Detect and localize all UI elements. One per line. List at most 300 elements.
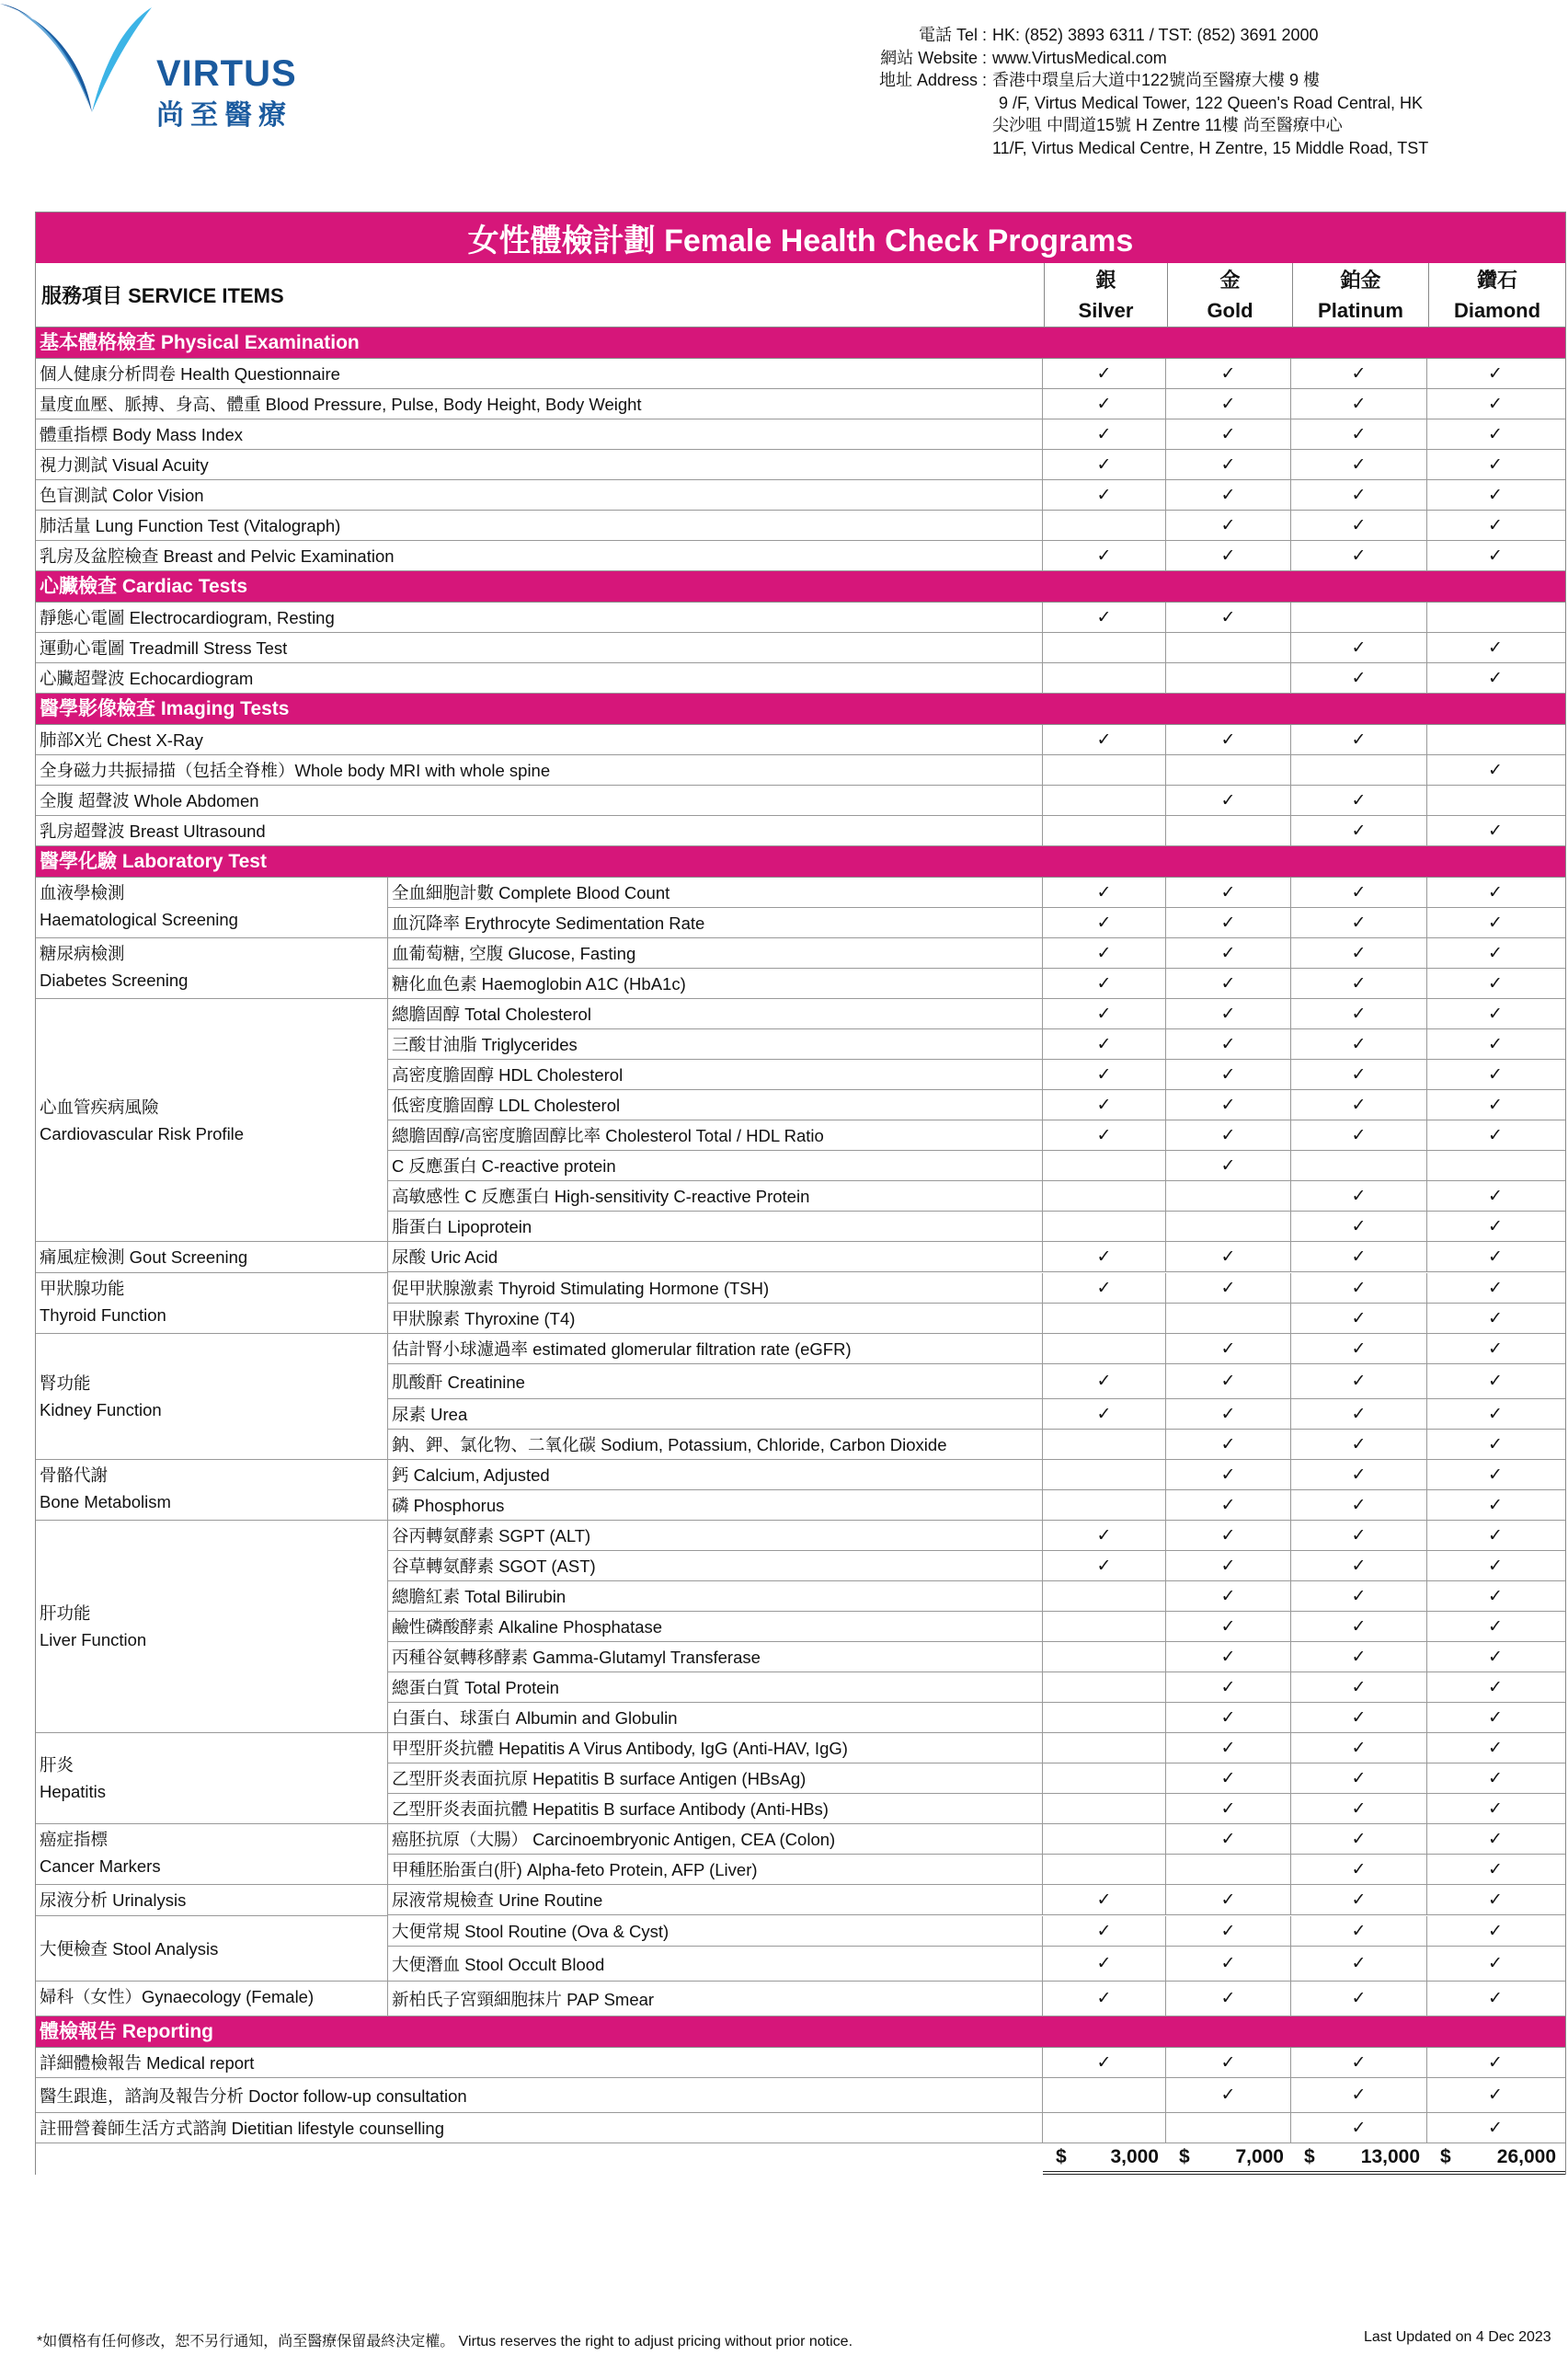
service-item-name: 總膽紅素 Total Bilirubin <box>388 1581 1043 1611</box>
check-mark-icon: ✓ <box>1291 450 1427 479</box>
table-row <box>388 1855 1565 1885</box>
service-item-name: 大便常規 Stool Routine (Ova & Cyst) <box>388 1916 1043 1946</box>
check-mark-icon: ✓ <box>1043 1029 1166 1059</box>
check-mark-icon <box>1043 1581 1166 1611</box>
table-row <box>388 1120 1565 1151</box>
lab-category: 血液學檢測 Haematological Screening <box>36 878 388 938</box>
check-mark-icon: ✓ <box>1488 1798 1503 1819</box>
check-mark-icon: ✓ <box>1488 1034 1503 1054</box>
contact-website: 網站 Website : www.VirtusMedical.com <box>846 47 1428 70</box>
service-item-name: 量度血壓、脈搏、身高、體重 Blood Pressure, Pulse, Body Height, Body Weight <box>36 389 1043 419</box>
check-mark-icon <box>1043 1672 1166 1702</box>
check-mark-icon: ✓ <box>1166 603 1291 632</box>
table-row <box>36 2048 1565 2078</box>
check-mark-icon: ✓ <box>1291 2113 1427 2142</box>
check-mark-icon: ✓ <box>1291 1612 1427 1641</box>
check-mark-icon: ✓ <box>1043 1090 1166 1120</box>
section-header-imaging: 醫學影像檢查 Imaging Tests <box>36 694 1565 725</box>
check-mark-icon: ✓ <box>1488 1556 1503 1576</box>
check-mark-icon <box>1043 755 1166 785</box>
check-mark-icon: ✓ <box>1291 969 1427 998</box>
check-mark-icon: ✓ <box>1488 760 1503 780</box>
contact-address-line: 9 /F, Virtus Medical Tower, 122 Queen's Road Central, HK <box>999 93 1424 112</box>
service-item-name: 乙型肝炎表面抗原 Hepatitis B surface Antigen (HBsAg) <box>388 1763 1043 1793</box>
check-mark-icon: ✓ <box>1166 359 1291 388</box>
check-mark-icon: ✓ <box>1166 1060 1291 1089</box>
service-item-name: 肌酸酐 Creatinine <box>388 1364 1043 1398</box>
table-row <box>36 786 1565 816</box>
logo-text: VIRTUS <box>156 53 297 94</box>
check-mark-icon <box>1043 1334 1166 1363</box>
check-mark-icon: ✓ <box>1043 389 1166 419</box>
check-mark-icon: ✓ <box>1291 359 1427 388</box>
table-row <box>388 1794 1565 1824</box>
service-item-name: 肺活量 Lung Function Test (Vitalograph) <box>36 511 1043 540</box>
table-row <box>388 1399 1565 1430</box>
contact-info <box>846 24 1428 159</box>
check-mark-icon: ✓ <box>1488 1372 1503 1391</box>
check-mark-icon: ✓ <box>1291 1060 1427 1089</box>
lab-group <box>36 1521 1565 1733</box>
table-row <box>388 1181 1565 1212</box>
check-mark-icon: ✓ <box>1488 973 1503 994</box>
check-mark-icon: ✓ <box>1291 1982 1427 2016</box>
website-link[interactable]: www.VirtusMedical.com <box>992 48 1167 67</box>
check-mark-icon: ✓ <box>1488 363 1503 384</box>
check-mark-icon: ✓ <box>1488 1616 1503 1637</box>
check-mark-icon: ✓ <box>1291 1672 1427 1702</box>
table-row <box>388 1242 1565 1272</box>
check-mark-icon: ✓ <box>1166 419 1291 449</box>
check-mark-icon: ✓ <box>1488 424 1503 444</box>
check-mark-icon: ✓ <box>1488 1647 1503 1667</box>
check-mark-icon: ✓ <box>1488 515 1503 535</box>
lab-group <box>36 1982 1565 2016</box>
service-item-name: 白蛋白、球蛋白 Albumin and Globulin <box>388 1703 1043 1732</box>
check-mark-icon <box>1043 1181 1166 1211</box>
price-platinum: $ 13,000 <box>1304 2146 1420 2167</box>
check-mark-icon: ✓ <box>1043 359 1166 388</box>
check-mark-icon: ✓ <box>1488 2118 1503 2138</box>
table-row <box>388 1212 1565 1242</box>
check-mark-icon: ✓ <box>1488 1707 1503 1728</box>
pricing-disclaimer: *如價格有任何修改，恕不另行通知，尚至醫療保留最終決定權。 Virtus reserves the right to adjust pricing without prior notice. <box>37 2334 853 2349</box>
check-mark-icon: ✓ <box>1043 999 1166 1028</box>
check-mark-icon: ✓ <box>1291 1460 1427 1489</box>
check-mark-icon: ✓ <box>1166 1460 1291 1489</box>
service-item-name: 視力測試 Visual Acuity <box>36 450 1043 479</box>
check-mark-icon: ✓ <box>1043 1364 1166 1398</box>
check-mark-icon: ✓ <box>1043 725 1166 754</box>
service-item-name: 甲狀腺素 Thyroxine (T4) <box>388 1304 1043 1333</box>
check-mark-icon: ✓ <box>1488 1186 1503 1206</box>
check-mark-icon <box>1043 633 1166 662</box>
check-mark-icon: ✓ <box>1166 1029 1291 1059</box>
table-row <box>388 908 1565 938</box>
logo-chinese: 尚至醫療 <box>156 100 292 131</box>
check-mark-icon: ✓ <box>1291 1521 1427 1550</box>
check-mark-icon <box>1427 725 1563 754</box>
check-mark-icon: ✓ <box>1166 725 1291 754</box>
check-mark-icon: ✓ <box>1488 1465 1503 1485</box>
table-row <box>388 1642 1565 1672</box>
check-mark-icon <box>1427 1151 1563 1180</box>
check-mark-icon <box>1043 1855 1166 1884</box>
check-mark-icon: ✓ <box>1043 419 1166 449</box>
service-item-name: 促甲狀腺激素 Thyroid Stimulating Hormone (TSH) <box>388 1273 1043 1303</box>
virtus-logo <box>0 0 313 129</box>
service-item-name: 血沉降率 Erythrocyte Sedimentation Rate <box>388 908 1043 937</box>
health-check-table <box>35 212 1566 2175</box>
check-mark-icon: ✓ <box>1291 816 1427 845</box>
check-mark-icon <box>1043 2113 1166 2142</box>
check-mark-icon: ✓ <box>1043 1982 1166 2016</box>
check-mark-icon: ✓ <box>1488 1859 1503 1879</box>
contact-address: 地址 Address : 香港中環皇后大道中122號尚至醫療大樓 9 樓 <box>878 71 1321 89</box>
table-row <box>388 1916 1565 1947</box>
service-item-name: 脂蛋白 Lipoprotein <box>388 1212 1043 1241</box>
check-mark-icon: ✓ <box>1291 1855 1427 1884</box>
check-mark-icon: ✓ <box>1291 938 1427 968</box>
tier-diamond: 鑽石 Diamond <box>1453 268 1541 322</box>
check-mark-icon: ✓ <box>1488 668 1503 688</box>
service-item-name: 高敏感性 C 反應蛋白 High-sensitivity C-reactive Protein <box>388 1181 1043 1211</box>
table-row <box>388 1364 1565 1399</box>
table-row <box>388 969 1565 999</box>
last-updated: Last Updated on 4 Dec 2023 <box>1364 2329 1551 2345</box>
service-item-name: 體重指標 Body Mass Index <box>36 419 1043 449</box>
check-mark-icon: ✓ <box>1166 878 1291 907</box>
check-mark-icon: ✓ <box>1488 1308 1503 1328</box>
check-mark-icon <box>1291 603 1427 632</box>
table-row <box>388 1703 1565 1733</box>
table-row <box>36 725 1565 755</box>
lab-category: 痛風症檢測 Gout Screening <box>36 1242 388 1273</box>
check-mark-icon: ✓ <box>1291 1364 1427 1398</box>
service-item-name: 運動心電圖 Treadmill Stress Test <box>36 633 1043 662</box>
price-diamond: $ 26,000 <box>1440 2146 1556 2167</box>
check-mark-icon: ✓ <box>1043 603 1166 632</box>
service-item-name: 糖化血色素 Haemoglobin A1C (HbA1c) <box>388 969 1043 998</box>
check-mark-icon: ✓ <box>1488 546 1503 566</box>
check-mark-icon: ✓ <box>1166 1947 1291 1981</box>
service-item-name: 甲型肝炎抗體 Hepatitis A Virus Antibody, IgG (Anti-HAV, IgG) <box>388 1733 1043 1763</box>
check-mark-icon: ✓ <box>1291 1794 1427 1823</box>
check-mark-icon <box>1043 1824 1166 1854</box>
service-item-name: 肺部X光 Chest X-Ray <box>36 725 1043 754</box>
service-item-name: 總膽固醇 Total Cholesterol <box>388 999 1043 1028</box>
check-mark-icon: ✓ <box>1488 2052 1503 2073</box>
check-mark-icon: ✓ <box>1166 2048 1291 2077</box>
service-item-name: C 反應蛋白 C-reactive protein <box>388 1151 1043 1180</box>
check-mark-icon: ✓ <box>1291 1399 1427 1429</box>
table-row <box>388 1982 1565 2016</box>
check-mark-icon: ✓ <box>1166 1430 1291 1459</box>
check-mark-icon: ✓ <box>1488 2085 1503 2105</box>
table-row <box>388 1733 1565 1763</box>
check-mark-icon <box>1427 603 1563 632</box>
service-item-name: 高密度膽固醇 HDL Cholesterol <box>388 1060 1043 1089</box>
check-mark-icon: ✓ <box>1291 1490 1427 1520</box>
check-mark-icon <box>1043 1642 1166 1671</box>
check-mark-icon: ✓ <box>1488 1338 1503 1359</box>
check-mark-icon: ✓ <box>1043 1521 1166 1550</box>
check-mark-icon: ✓ <box>1488 1525 1503 1545</box>
check-mark-icon: ✓ <box>1166 1794 1291 1823</box>
lab-group <box>36 1885 1565 1916</box>
table-row <box>388 999 1565 1029</box>
table-row <box>36 633 1565 663</box>
check-mark-icon <box>1166 633 1291 662</box>
check-mark-icon <box>1043 816 1166 845</box>
check-mark-icon: ✓ <box>1166 1612 1291 1641</box>
service-item-name: 鹼性磷酸酵素 Alkaline Phosphatase <box>388 1612 1043 1641</box>
check-mark-icon: ✓ <box>1166 938 1291 968</box>
section-header-physical: 基本體格檢查 Physical Examination <box>36 327 1565 359</box>
check-mark-icon: ✓ <box>1488 913 1503 933</box>
lab-category: 心血管疾病風險 Cardiovascular Risk Profile <box>36 999 388 1242</box>
contact-tel: 電話 Tel : HK: (852) 3893 6311 / TST: (852) 3691 2000 <box>846 24 1428 47</box>
service-item-name: 三酸甘油脂 Triglycerides <box>388 1029 1043 1059</box>
check-mark-icon: ✓ <box>1488 1989 1503 2008</box>
lab-category: 尿液分析 Urinalysis <box>36 1885 388 1916</box>
service-item-name: 鈣 Calcium, Adjusted <box>388 1460 1043 1489</box>
table-row <box>388 1885 1565 1915</box>
phone-numbers: HK: (852) 3893 6311 / TST: (852) 3691 2000 <box>992 26 1319 44</box>
check-mark-icon: ✓ <box>1043 938 1166 968</box>
check-mark-icon: ✓ <box>1043 1120 1166 1150</box>
table-header <box>36 263 1565 327</box>
check-mark-icon: ✓ <box>1291 511 1427 540</box>
check-mark-icon: ✓ <box>1291 1824 1427 1854</box>
table-row <box>388 938 1565 969</box>
service-item-name: 新柏氏子宮頸細胞抹片 PAP Smear <box>388 1982 1043 2016</box>
check-mark-icon: ✓ <box>1291 480 1427 510</box>
check-mark-icon: ✓ <box>1166 1120 1291 1150</box>
check-mark-icon: ✓ <box>1166 1273 1291 1303</box>
service-item-name: 谷丙轉氨酵素 SGPT (ALT) <box>388 1521 1043 1550</box>
check-mark-icon: ✓ <box>1488 1434 1503 1454</box>
service-item-name: 磷 Phosphorus <box>388 1490 1043 1520</box>
check-mark-icon: ✓ <box>1291 786 1427 815</box>
lab-category: 婦科（女性）Gynaecology (Female) <box>36 1982 388 2016</box>
check-mark-icon <box>1043 1703 1166 1732</box>
section-header-lab: 醫學化驗 Laboratory Test <box>36 846 1565 878</box>
price-row <box>1043 2143 1565 2175</box>
check-mark-icon: ✓ <box>1166 1885 1291 1914</box>
lab-group <box>36 1733 1565 1824</box>
check-mark-icon: ✓ <box>1166 1521 1291 1550</box>
lab-category: 肝炎 Hepatitis <box>36 1733 388 1824</box>
check-mark-icon: ✓ <box>1043 1273 1166 1303</box>
tier-platinum: 鉑金 Platinum <box>1293 263 1429 327</box>
table-row <box>388 1029 1565 1060</box>
check-mark-icon: ✓ <box>1043 1242 1166 1271</box>
check-mark-icon: ✓ <box>1166 1364 1291 1398</box>
check-mark-icon <box>1166 755 1291 785</box>
check-mark-icon: ✓ <box>1166 1399 1291 1429</box>
check-mark-icon <box>1043 1304 1166 1333</box>
check-mark-icon: ✓ <box>1166 1703 1291 1732</box>
check-mark-icon: ✓ <box>1488 1954 1503 1973</box>
check-mark-icon <box>1166 1304 1291 1333</box>
check-mark-icon: ✓ <box>1291 1242 1427 1271</box>
check-mark-icon: ✓ <box>1291 999 1427 1028</box>
check-mark-icon: ✓ <box>1043 1947 1166 1981</box>
lab-category: 腎功能 Kidney Function <box>36 1334 388 1460</box>
check-mark-icon: ✓ <box>1488 1278 1503 1298</box>
table-row <box>36 2113 1565 2143</box>
check-mark-icon: ✓ <box>1488 485 1503 505</box>
check-mark-icon: ✓ <box>1291 1181 1427 1211</box>
check-mark-icon <box>1043 1460 1166 1489</box>
service-item-name: 乳房超聲波 Breast Ultrasound <box>36 816 1043 845</box>
service-item-name: 詳細體檢報告 Medical report <box>36 2048 1043 2077</box>
check-mark-icon: ✓ <box>1166 1090 1291 1120</box>
service-item-name: 血葡萄糖, 空腹 Glucose, Fasting <box>388 938 1043 968</box>
check-mark-icon: ✓ <box>1043 969 1166 998</box>
service-item-name: 醫生跟進，諮詢及報告分析 Doctor follow-up consultation <box>36 2078 1043 2112</box>
table-row <box>388 1273 1565 1304</box>
check-mark-icon: ✓ <box>1488 1004 1503 1024</box>
table-row <box>388 1430 1565 1460</box>
check-mark-icon: ✓ <box>1488 1829 1503 1849</box>
check-mark-icon: ✓ <box>1488 394 1503 414</box>
check-mark-icon: ✓ <box>1166 1824 1291 1854</box>
check-mark-icon: ✓ <box>1488 1095 1503 1115</box>
lab-group <box>36 1334 1565 1460</box>
check-mark-icon: ✓ <box>1166 480 1291 510</box>
table-row <box>36 755 1565 786</box>
check-mark-icon <box>1427 786 1563 815</box>
lab-category: 肝功能 Liver Function <box>36 1521 388 1733</box>
lab-category: 大便檢查 Stool Analysis <box>36 1916 388 1982</box>
lab-category: 骨骼代謝 Bone Metabolism <box>36 1460 388 1521</box>
check-mark-icon <box>1043 1794 1166 1823</box>
table-row <box>388 1304 1565 1334</box>
check-mark-icon: ✓ <box>1291 1120 1427 1150</box>
check-mark-icon: ✓ <box>1166 1642 1291 1671</box>
check-mark-icon: ✓ <box>1291 878 1427 907</box>
lab-category: 甲狀腺功能 Thyroid Function <box>36 1273 388 1334</box>
check-mark-icon: ✓ <box>1291 1916 1427 1946</box>
service-item-name: 乳房及盆腔檢查 Breast and Pelvic Examination <box>36 541 1043 570</box>
price-gold: $ 7,000 <box>1179 2146 1284 2167</box>
check-mark-icon: ✓ <box>1488 1404 1503 1424</box>
check-mark-icon: ✓ <box>1166 1151 1291 1180</box>
table-row <box>388 878 1565 908</box>
check-mark-icon <box>1043 663 1166 693</box>
check-mark-icon: ✓ <box>1488 1586 1503 1606</box>
lab-category: 糖尿病檢測 Diabetes Screening <box>36 938 388 999</box>
check-mark-icon: ✓ <box>1166 1242 1291 1271</box>
check-mark-icon <box>1043 511 1166 540</box>
check-mark-icon: ✓ <box>1291 1090 1427 1120</box>
lab-group <box>36 938 1565 999</box>
check-mark-icon: ✓ <box>1166 999 1291 1028</box>
check-mark-icon: ✓ <box>1166 389 1291 419</box>
check-mark-icon <box>1043 1612 1166 1641</box>
check-mark-icon: ✓ <box>1166 450 1291 479</box>
check-mark-icon <box>1043 1763 1166 1793</box>
lab-group <box>36 1824 1565 1885</box>
table-row <box>388 1824 1565 1855</box>
check-mark-icon: ✓ <box>1291 1581 1427 1611</box>
check-mark-icon: ✓ <box>1166 1551 1291 1580</box>
check-mark-icon: ✓ <box>1488 1738 1503 1758</box>
check-mark-icon: ✓ <box>1291 541 1427 570</box>
service-item-name: 全腹 超聲波 Whole Abdomen <box>36 786 1043 815</box>
table-row <box>388 1060 1565 1090</box>
check-mark-icon <box>1166 663 1291 693</box>
table-row <box>388 1551 1565 1581</box>
check-mark-icon: ✓ <box>1043 1060 1166 1089</box>
check-mark-icon: ✓ <box>1488 454 1503 475</box>
check-mark-icon: ✓ <box>1488 943 1503 963</box>
check-mark-icon: ✓ <box>1291 1212 1427 1241</box>
check-mark-icon: ✓ <box>1291 1273 1427 1303</box>
table-row <box>388 1763 1565 1794</box>
table-row <box>388 1947 1565 1982</box>
table-row <box>388 1581 1565 1612</box>
check-mark-icon <box>1043 1212 1166 1241</box>
check-mark-icon: ✓ <box>1488 821 1503 841</box>
check-mark-icon <box>1043 1733 1166 1763</box>
check-mark-icon: ✓ <box>1166 541 1291 570</box>
check-mark-icon: ✓ <box>1291 908 1427 937</box>
table-row <box>36 480 1565 511</box>
check-mark-icon: ✓ <box>1166 2078 1291 2112</box>
check-mark-icon: ✓ <box>1043 1885 1166 1914</box>
table-row <box>36 663 1565 694</box>
table-title: 女性體檢計劃 Female Health Check Programs <box>36 212 1565 263</box>
check-mark-icon <box>1043 2078 1166 2112</box>
section-header-reporting: 體檢報告 Reporting <box>36 2016 1565 2048</box>
check-mark-icon: ✓ <box>1166 1672 1291 1702</box>
service-items-label: 服務項目 SERVICE ITEMS <box>36 263 1045 327</box>
contact-address-line: 11/F, Virtus Medical Centre, H Zentre, 15 Middle Road, TST <box>992 138 1429 157</box>
check-mark-icon: ✓ <box>1291 1551 1427 1580</box>
service-item-name: 乙型肝炎表面抗體 Hepatitis B surface Antibody (Anti-HBs) <box>388 1794 1043 1823</box>
check-mark-icon: ✓ <box>1291 2048 1427 2077</box>
check-mark-icon: ✓ <box>1043 1916 1166 1946</box>
service-item-name: 個人健康分析問卷 Health Questionnaire <box>36 359 1043 388</box>
check-mark-icon: ✓ <box>1488 1921 1503 1941</box>
table-row <box>36 419 1565 450</box>
check-mark-icon: ✓ <box>1291 419 1427 449</box>
check-mark-icon: ✓ <box>1488 1216 1503 1236</box>
service-item-name: 癌胚抗原（大腸） Carcinoembryonic Antigen, CEA (Colon) <box>388 1824 1043 1854</box>
check-mark-icon <box>1166 1855 1291 1884</box>
table-row <box>36 359 1565 389</box>
check-mark-icon: ✓ <box>1291 1947 1427 1981</box>
service-item-name: 尿素 Urea <box>388 1399 1043 1429</box>
check-mark-icon: ✓ <box>1043 450 1166 479</box>
check-mark-icon <box>1043 1430 1166 1459</box>
service-item-name: 靜態心電圖 Electrocardiogram, Resting <box>36 603 1043 632</box>
table-row <box>36 389 1565 419</box>
check-mark-icon: ✓ <box>1291 1029 1427 1059</box>
service-item-name: 鈉、鉀、氯化物、二氧化碳 Sodium, Potassium, Chloride, Carbon Dioxide <box>388 1430 1043 1459</box>
check-mark-icon <box>1166 2113 1291 2142</box>
check-mark-icon: ✓ <box>1043 541 1166 570</box>
check-mark-icon: ✓ <box>1166 1733 1291 1763</box>
service-item-name: 低密度膽固醇 LDL Cholesterol <box>388 1090 1043 1120</box>
check-mark-icon: ✓ <box>1166 1763 1291 1793</box>
check-mark-icon: ✓ <box>1488 1064 1503 1085</box>
check-mark-icon <box>1166 1181 1291 1211</box>
table-row <box>388 1090 1565 1120</box>
